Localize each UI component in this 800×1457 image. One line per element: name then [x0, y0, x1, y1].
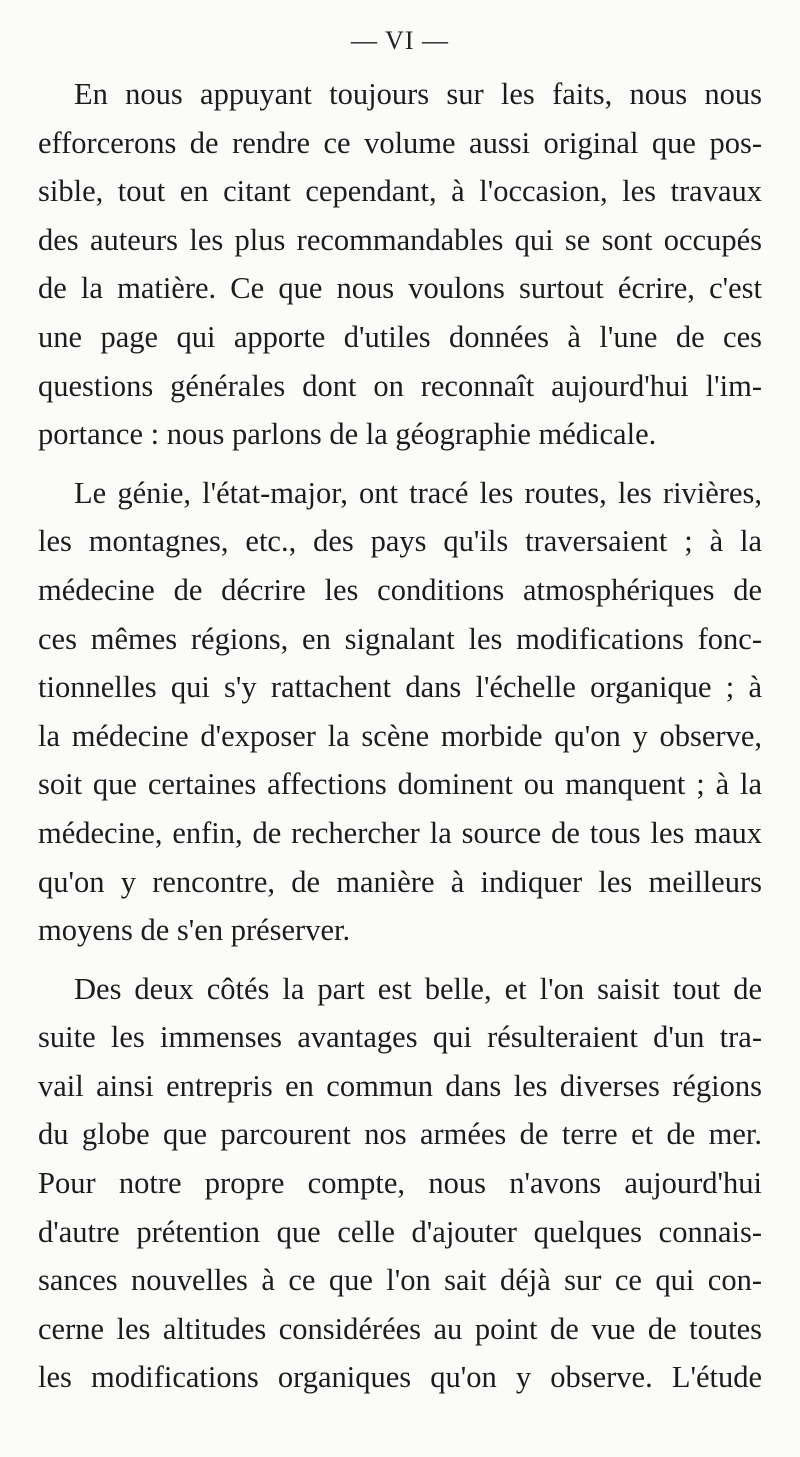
text-line: Des deux côtés la part est belle, et l'on saisit tout de	[74, 971, 762, 1006]
text-line: questions générales dont on reconnaît aujourd'hui l'im-	[38, 368, 762, 403]
text-line: soit que certaines affections dominent ou manquent ; à la	[38, 767, 762, 802]
text-line: Le génie, l'état-major, ont tracé les routes, les rivières,	[74, 475, 762, 510]
text-line: une page qui apporte d'utiles données à l'une de ces	[38, 319, 762, 354]
body-text	[38, 70, 762, 1402]
text-line: cerne les altitudes considérées au point de vue de toutes	[38, 1311, 762, 1346]
text-line: médecine de décrire les conditions atmosphériques de	[38, 572, 762, 607]
text-line: suite les immenses avantages qui résulteraient d'un tra-	[38, 1020, 762, 1055]
text-line: médecine, enfin, de rechercher la source de tous les maux	[38, 815, 762, 850]
paragraph-gap	[38, 459, 762, 469]
text-line: des auteurs les plus recommandables qui se sont occupés	[38, 222, 762, 257]
text-line: moyens de s'en préserver.	[38, 913, 351, 948]
text-line: En nous appuyant toujours sur les faits, nous nous	[74, 77, 762, 111]
text-line: la médecine d'exposer la scène morbide qu'on y observe,	[38, 718, 762, 753]
text-line: vail ainsi entrepris en commun dans les diverses régions	[38, 1068, 762, 1103]
text-line: sances nouvelles à ce que l'on sait déjà sur ce qui con-	[38, 1263, 762, 1298]
text-line: d'autre prétention que celle d'ajouter quelques connais-	[38, 1214, 762, 1249]
paragraph	[38, 965, 762, 1402]
text-line: sible, tout en citant cependant, à l'occasion, les travaux	[38, 174, 762, 209]
text-line: ces mêmes régions, en signalant les modifications fonc-	[38, 621, 762, 656]
text-line: tionnelles qui s'y rattachent dans l'échelle organique ; à	[38, 670, 762, 705]
text-line: du globe que parcourent nos armées de terre et de mer.	[38, 1117, 762, 1152]
paragraph-gap	[38, 955, 762, 965]
text-line: les montagnes, etc., des pays qu'ils traversaient ; à la	[38, 524, 762, 559]
text-line: les modifications organiques qu'on y observe. L'étude	[38, 1360, 762, 1395]
paragraph	[38, 70, 762, 459]
page-number: — VI —	[351, 26, 449, 55]
text-line: qu'on y rencontre, de manière à indiquer les meilleurs	[38, 864, 762, 899]
text-line: efforcerons de rendre ce volume aussi original que pos-	[38, 125, 762, 160]
text-line: de la matière. Ce que nous voulons surtout écrire, c'est	[38, 271, 762, 306]
text-line: portance : nous parlons de la géographie médicale.	[38, 417, 657, 452]
paragraph	[38, 469, 762, 955]
text-line: Pour notre propre compte, nous n'avons aujourd'hui	[38, 1166, 762, 1201]
